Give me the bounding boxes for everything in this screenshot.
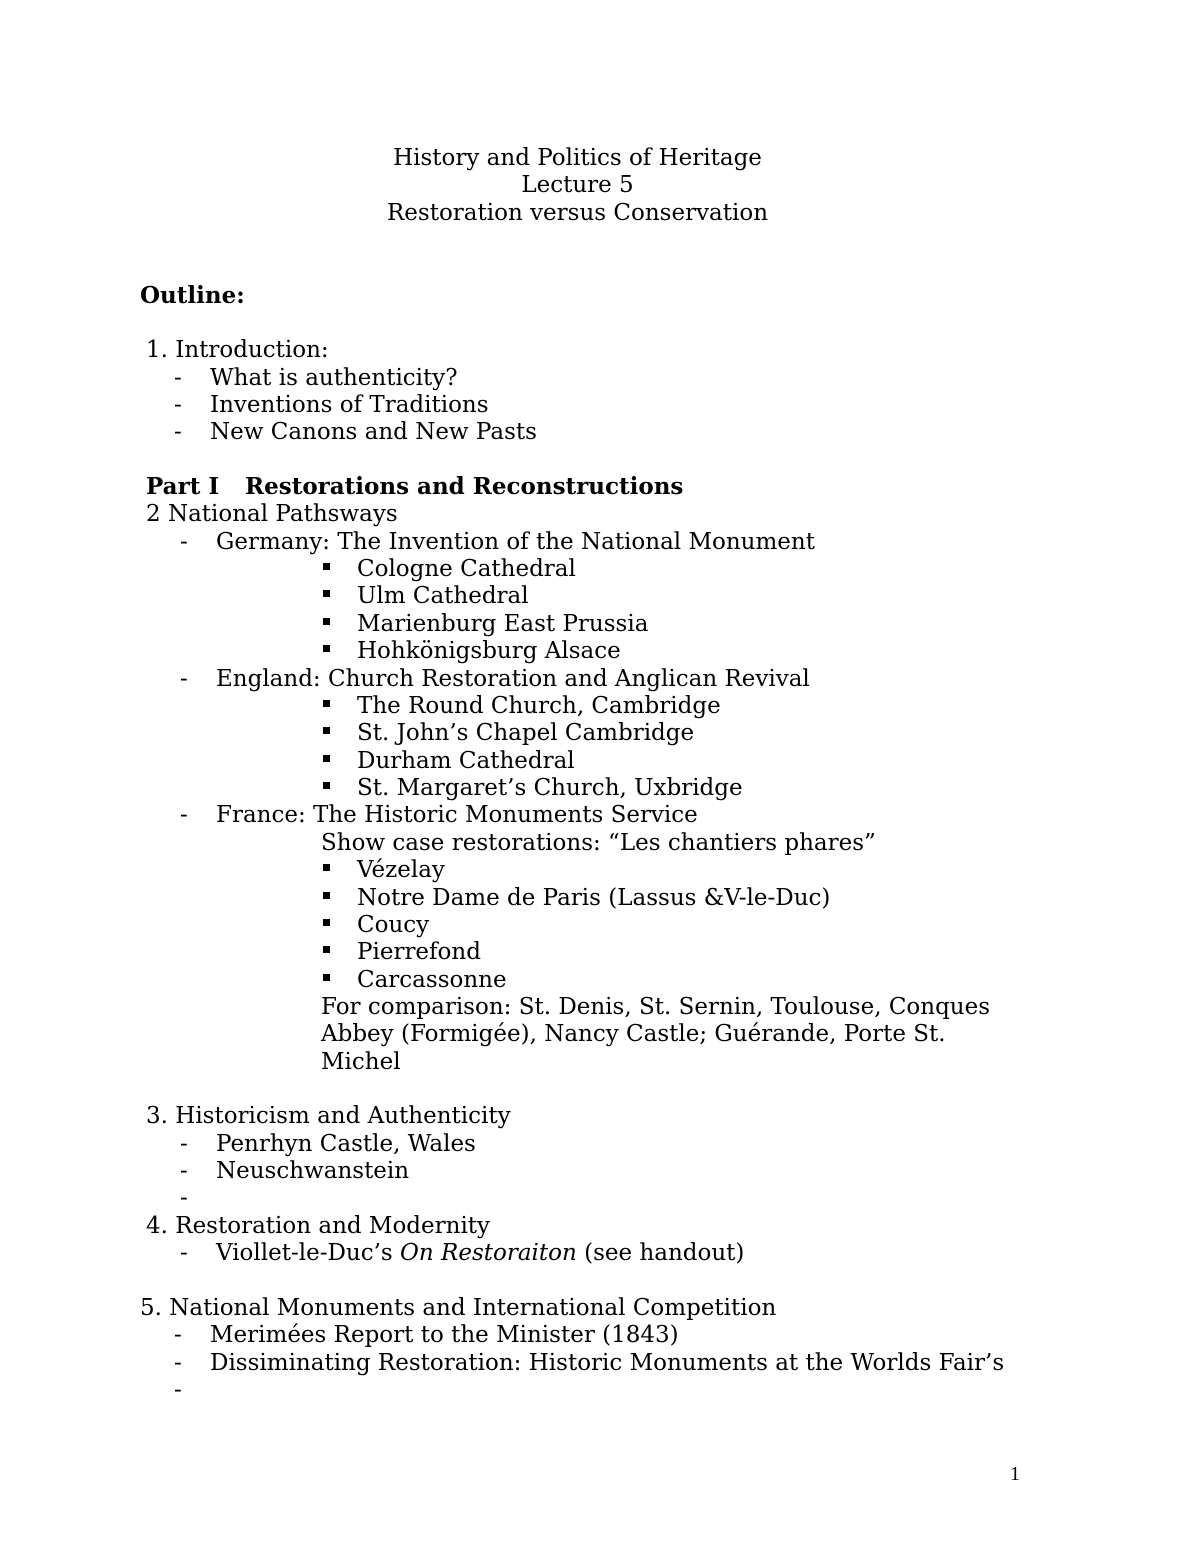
square-bullet-icon: [323, 974, 330, 981]
square-bullet-icon: [323, 590, 330, 597]
square-bullet-icon: [323, 782, 330, 789]
dash-bullet: -: [174, 1322, 182, 1348]
square-bullet-icon: [323, 563, 330, 570]
square-bullet-icon: [323, 618, 330, 625]
lecture-number: Lecture 5: [521, 172, 634, 198]
square-bullet-icon: [323, 892, 330, 899]
dash-bullet: -: [174, 1350, 182, 1376]
dash-bullet: -: [180, 1240, 188, 1266]
list-item: Merimées Report to the Minister (1843): [210, 1322, 679, 1348]
list-item: [216, 1239, 744, 1267]
list-item: Ulm Cathedral: [357, 583, 529, 609]
england-heading: England: Church Restoration and Anglican Revival: [216, 666, 810, 692]
item-suffix: (see handout): [576, 1240, 745, 1266]
list-item: St. John’s Chapel Cambridge: [357, 720, 695, 746]
dash-bullet: -: [174, 1377, 182, 1403]
part-label: Part I: [146, 473, 220, 500]
list-item: Inventions of Traditions: [210, 392, 489, 418]
section-4-heading: 4. Restoration and Modernity: [146, 1213, 491, 1239]
dash-bullet: -: [174, 392, 182, 418]
comparison-line: For comparison: St. Denis, St. Sernin, Toulouse, Conques: [321, 994, 991, 1020]
list-item: Neuschwanstein: [216, 1158, 410, 1184]
dash-bullet: -: [180, 1185, 188, 1211]
list-item: Pierrefond: [357, 939, 481, 965]
comparison-line: Michel: [321, 1049, 401, 1075]
dash-bullet: -: [180, 802, 188, 828]
comparison-line: Abbey (Formigée), Nancy Castle; Guérande, Porte St.: [321, 1021, 946, 1047]
dash-bullet: -: [180, 666, 188, 692]
list-item: Durham Cathedral: [357, 748, 575, 774]
showcase-line: Show case restorations: “Les chantiers phares”: [321, 830, 876, 856]
list-item: Carcassonne: [357, 967, 507, 993]
square-bullet-icon: [323, 864, 330, 871]
square-bullet-icon: [323, 946, 330, 953]
italic-title: On Restoraiton: [400, 1240, 577, 1266]
section-2-heading: 2 National Pathsways: [146, 501, 398, 527]
germany-heading: Germany: The Invention of the National Monument: [216, 529, 815, 555]
dash-bullet: -: [180, 1158, 188, 1184]
square-bullet-icon: [323, 919, 330, 926]
list-item: New Canons and New Pasts: [210, 419, 537, 445]
square-bullet-icon: [323, 645, 330, 652]
list-item: Hohkönigsburg Alsace: [357, 638, 621, 664]
list-item: Notre Dame de Paris (Lassus &V-le-Duc): [357, 885, 831, 911]
list-item: Coucy: [357, 912, 430, 938]
part-title: Restorations and Reconstructions: [245, 473, 684, 500]
dash-bullet: -: [180, 529, 188, 555]
list-item: Penrhyn Castle, Wales: [216, 1131, 476, 1157]
section-5-heading: 5. National Monuments and International Competition: [140, 1295, 777, 1321]
france-heading: France: The Historic Monuments Service: [216, 802, 698, 828]
list-item: The Round Church, Cambridge: [357, 693, 721, 719]
dash-bullet: -: [174, 365, 182, 391]
lecture-subtitle: Restoration versus Conservation: [386, 200, 769, 226]
square-bullet-icon: [323, 700, 330, 707]
square-bullet-icon: [323, 755, 330, 762]
document-title: History and Politics of Heritage: [393, 145, 762, 171]
list-item: Marienburg East Prussia: [357, 611, 649, 637]
square-bullet-icon: [323, 727, 330, 734]
list-item: Vézelay: [357, 857, 445, 883]
dash-bullet: -: [180, 1131, 188, 1157]
list-item: What is authenticity?: [210, 365, 458, 391]
item-prefix: Viollet-le-Duc’s: [216, 1240, 401, 1266]
dash-bullet: -: [174, 419, 182, 445]
page-number: 1: [1010, 1463, 1020, 1485]
section-3-heading: 3. Historicism and Authenticity: [146, 1103, 511, 1129]
section-1-heading: 1. Introduction:: [146, 337, 329, 363]
list-item: St. Margaret’s Church, Uxbridge: [357, 775, 743, 801]
list-item: Dissiminating Restoration: Historic Monuments at the Worlds Fair’s: [210, 1350, 1005, 1376]
list-item: Cologne Cathedral: [357, 556, 576, 582]
outline-heading: Outline:: [140, 282, 245, 309]
